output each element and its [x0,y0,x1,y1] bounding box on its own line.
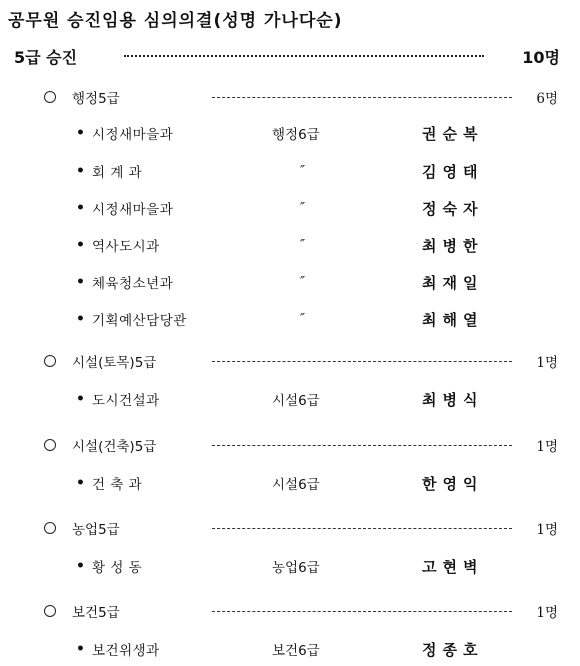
circle-bullet-icon [44,355,56,367]
category-count: 1명 [536,522,558,538]
person-name: 최해열 [422,310,484,329]
category-count: 1명 [536,355,558,371]
dot-bullet-icon: • [76,163,85,179]
leader-dashes [212,611,512,612]
dot-bullet-icon: • [76,200,85,216]
department: 건 축 과 [92,477,143,493]
category-label: 시설(건축)5급 [72,439,157,455]
dot-bullet-icon: • [76,274,85,290]
grade-summary-count: 10명 [522,47,560,67]
category-row [44,517,558,539]
person-name: 정종호 [422,640,484,659]
category-label: 행정5급 [72,91,120,107]
current-rank: ″ [300,274,306,290]
category-label: 시설(토목)5급 [72,355,157,371]
dot-bullet-icon: • [76,125,85,141]
category-label: 보건5급 [72,605,120,621]
current-rank: 시설6급 [272,393,320,409]
person-name: 최병한 [422,236,484,255]
current-rank: ″ [300,163,306,179]
category-row [44,86,558,108]
circle-bullet-icon [44,522,56,534]
person-row [76,472,558,494]
person-row [76,234,558,256]
circle-bullet-icon [44,605,56,617]
department: 기획예산담당관 [92,313,187,329]
current-rank: ″ [300,200,306,216]
category-count: 6명 [536,91,558,107]
department: 황 성 동 [92,560,143,576]
person-row [76,308,558,330]
category-row [44,600,558,622]
current-rank: ″ [300,237,306,253]
category-count: 1명 [536,605,558,621]
category-group-civil [44,350,558,420]
current-rank: ″ [300,311,306,327]
person-name: 최재일 [422,273,484,292]
department: 시정새마을과 [92,127,174,143]
department: 체육청소년과 [92,276,174,292]
person-row [76,160,558,182]
circle-bullet-icon [44,439,56,451]
person-row [76,555,558,577]
category-count: 1명 [536,439,558,455]
department: 시정새마을과 [92,202,174,218]
person-row [76,197,558,219]
circle-bullet-icon [44,91,56,103]
person-name: 권순복 [422,124,484,143]
dot-bullet-icon: • [76,311,85,327]
current-rank: 보건6급 [272,643,320,659]
person-name: 정숙자 [422,199,484,218]
dot-bullet-icon: • [76,475,85,491]
person-row [76,122,558,144]
document-title: 공무원 승진임용 심의의결(성명 가나다순) [8,11,343,31]
person-row [76,271,558,293]
department: 도시건설과 [92,393,160,409]
category-row [44,350,558,372]
leader-dashes [212,361,512,362]
category-group-admin [44,86,558,336]
person-row [76,388,558,410]
leader-dots [124,55,484,57]
department: 회 계 과 [92,165,143,181]
current-rank: 시설6급 [272,477,320,493]
grade-summary-row [14,44,560,68]
category-group-agriculture [44,517,558,587]
current-rank: 농업6급 [272,560,320,576]
category-label: 농업5급 [72,522,120,538]
person-name: 최병식 [422,390,484,409]
person-name: 김영태 [422,162,484,181]
person-name: 고현벽 [422,557,484,576]
dot-bullet-icon: • [76,391,85,407]
dot-bullet-icon: • [76,237,85,253]
leader-dashes [212,97,512,98]
dot-bullet-icon: • [76,558,85,574]
leader-dashes [212,445,512,446]
person-row [76,638,558,660]
current-rank: 행정6급 [272,127,320,143]
category-group-architecture [44,434,558,504]
category-group-health [44,600,558,666]
dot-bullet-icon: • [76,641,85,657]
grade-summary-label: 5급 승진 [14,47,78,67]
department: 역사도시과 [92,239,160,255]
leader-dashes [212,528,512,529]
department: 보건위생과 [92,643,160,659]
person-name: 한영익 [422,474,484,493]
category-row [44,434,558,456]
